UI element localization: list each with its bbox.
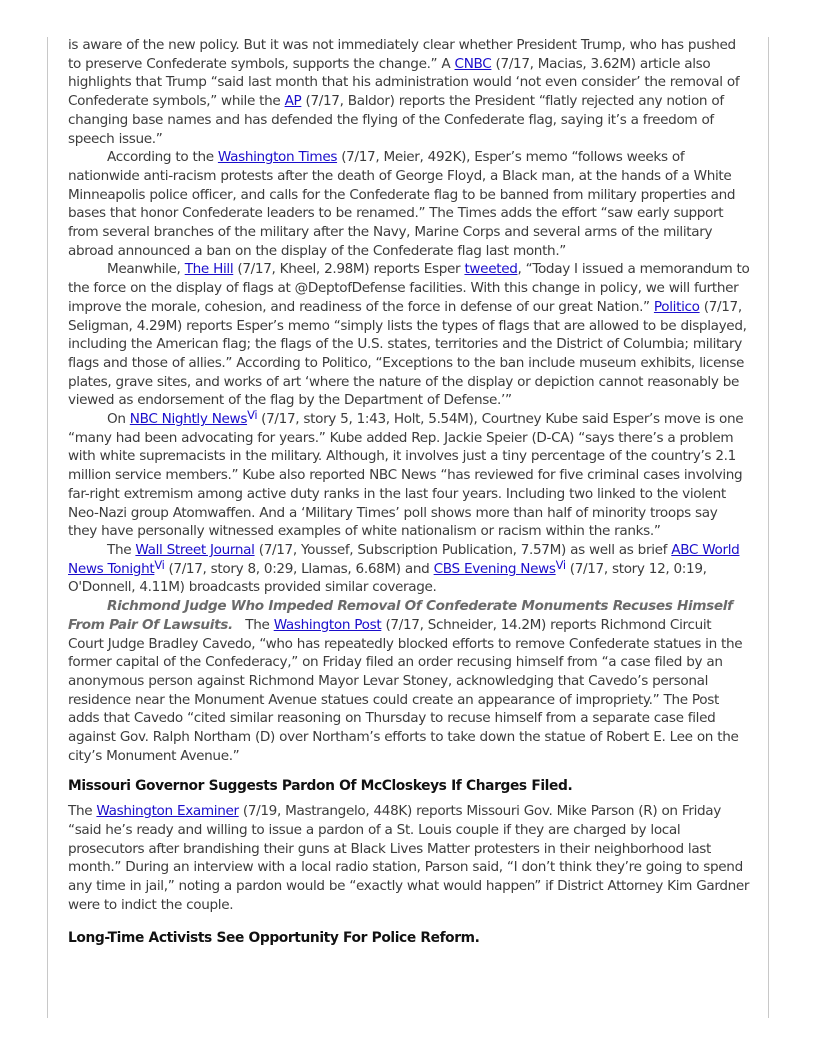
- paragraph-missouri: The Washington Examiner (7/19, Mastrangelo, 448K) reports Missouri Gov. Mike Parson (R) on Friday “said he’s ready and willing to issue a pardon of a St. Louis couple if they are charged by local prosecutors after brandishing their guns at Black Lives Matter protesters in their neighborhood last month.” During an interview with a local radio station, Parson said, “I don’t think they’re going to spend any time in jail,” noting a pardon would be “exactly what would happen” if District Attorney Kim Gardner were to indict the couple.: [68, 803, 750, 913]
- link-abc-world-news-tonight[interactable]: ABC World News Tonight: [68, 541, 740, 577]
- document-body: [68, 36, 750, 948]
- link-cbs-evening-news[interactable]: CBS Evening News: [433, 560, 556, 577]
- link-wall-street-journal[interactable]: Wall Street Journal: [135, 541, 255, 558]
- video-indicator-icon[interactable]: Vi: [154, 557, 165, 572]
- link-nbc-nightly-news[interactable]: NBC Nightly News: [129, 411, 248, 428]
- link-ap[interactable]: AP: [284, 93, 302, 110]
- paragraph-nbc: On NBC Nightly News$^{Vi}$ (7/17, story 5, 1:43, Holt, 5.54M), Courtney Kube said Esper’s move is one “many had been advocating for years.” Kube added Rep. Jackie Speier (D-CA) “says there’s a problem with white supremacists in the military. Although, it involves just a tiny percentage of the country’s 2.1 million service members.” Kube also reported NBC News “has reviewed for five criminal cases involving far-right extremism among active duty ranks in the last four years. Including two linked to the violent Neo-Nazi group Atomwaffen. And a ‘Military Times’ poll shows more than half of minority troops say they have personally witnessed examples of white nationalism or racism within the ranks.”: [68, 408, 744, 540]
- link-tweeted[interactable]: tweeted: [464, 261, 518, 278]
- paragraph-washington-times: According to the Washington Times (7/17, Meier, 492K), Esper’s memo “follows weeks of nationwide anti-racism protests after the death of George Floyd, a Black man, at the hands of a White Minneapolis police officer, and calls for the Confederate flag to be banned from military properties and bases that honor Confederate leaders to be renamed.” The Times adds the effort “saw early support from several branches of the military after the Navy, Marine Corps and several arms of the military abroad announced a ban on the display of the Confederate flag last month.”: [68, 149, 736, 259]
- section-heading-missouri: Missouri Governor Suggests Pardon Of McCloskeys If Charges Filed.: [68, 778, 573, 795]
- inline-headline: Richmond Judge Who Impeded Removal Of Confederate Monuments Recuses Himself From Pair Of Lawsuits.: [68, 598, 733, 633]
- link-the-hill[interactable]: The Hill: [184, 261, 234, 278]
- link-washington-post[interactable]: Washington Post: [273, 616, 382, 633]
- video-indicator-icon[interactable]: Vi: [247, 408, 258, 423]
- paragraph-richmond-judge: Richmond Judge Who Impeded Removal Of Confederate Monuments Recuses Himself From Pair Of Lawsuits. The Washington Post (7/17, Schneider, 14.2M) reports Richmond Circuit Court Judge Bradley Cavedo, “who has repeatedly blocked efforts to remove Confederate statues in the former capital of the Confederacy,” on Friday filed an order recusing himself from “a case filed by an anonymous person against Richmond Mayor Levar Stoney, acknowledging that Cavedo’s personal residence near the Monument Avenue statues could create an appearance of impropriety.” The Post adds that Cavedo “cited similar reasoning on Thursday to recuse himself from a separate case filed against Gov. Ralph Northam (D) over Northam’s efforts to take down the statue of Robert E. Lee on the city’s Monument Avenue.”: [68, 598, 743, 764]
- link-washington-times[interactable]: Washington Times: [217, 149, 338, 166]
- video-indicator-icon[interactable]: Vi: [555, 557, 566, 572]
- link-cnbc[interactable]: CNBC: [454, 55, 492, 72]
- link-politico[interactable]: Politico: [653, 298, 700, 315]
- section-heading-activists: Long-Time Activists See Opportunity For Police Reform.: [68, 930, 480, 947]
- paragraph-the-hill: Meanwhile, The Hill (7/17, Kheel, 2.98M) reports Esper tweeted, “Today I issued a memorandum to the force on the display of flags at @DeptofDefense facilities. With this change in policy, we will further improve the morale, cohesion, and readiness of the force in defense of our great Nation.” Politico (7/17, Seligman, 4.29M) reports Esper’s memo “simply lists the types of flags that are allowed to be displayed, including the American flag; the flags of the U.S. states, territories and the District of Columbia; military flags and those of allies.” According to Politico, “Exceptions to the ban include museum exhibits, license plates, grave sites, and works of art ‘where the nature of the display or depiction cannot reasonably be viewed as endorsement of the flag by the Department of Defense.’”: [68, 261, 750, 409]
- paragraph-confederate-policy: is aware of the new policy. But it was not immediately clear whether President Trump, who has pushed to preserve Confederate symbols, supports the change.” A CNBC (7/17, Macias, 3.62M) article also highlights that Trump “said last month that his administration would ‘not even consider’ the removal of Confederate symbols,” while the AP (7/17, Baldor) reports the President “flatly rejected any notion of changing base names and has defended the flying of the Confederate flag, saying it’s a freedom of speech issue.”: [68, 37, 740, 147]
- paragraph-wsj-broadcasts: The Wall Street Journal (7/17, Youssef, Subscription Publication, 7.57M) as well as brief ABC World News Tonight$^{Vi}$ (7/17, story 8, 0:29, Llamas, 6.68M) and CBS Evening News$^{Vi}$ (7/17, story 12, 0:19, O'Donnell, 4.11M) broadcasts provided similar coverage.: [68, 541, 740, 596]
- link-washington-examiner[interactable]: Washington Examiner: [96, 803, 239, 820]
